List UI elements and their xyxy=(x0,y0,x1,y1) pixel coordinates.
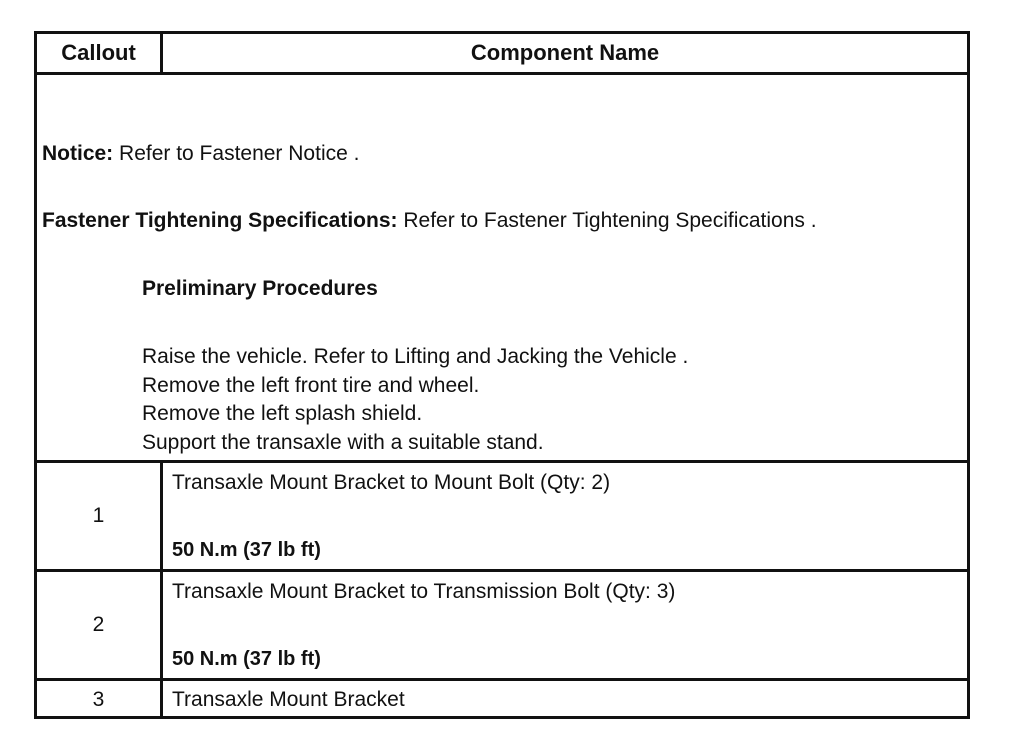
callout-cell: 3 xyxy=(37,681,163,719)
callout-cell: 2 xyxy=(37,572,163,678)
table-row xyxy=(37,681,967,719)
notice-line xyxy=(42,142,359,166)
torque-spec: 50 N.m (37 lb ft) xyxy=(172,539,321,561)
component-name-cell: Transaxle Mount Bracket to Transmission Bolt (Qty: 3) xyxy=(172,580,676,603)
intro-section xyxy=(37,75,967,463)
notice-text: Refer to Fastener Notice . xyxy=(113,142,360,165)
table-row xyxy=(37,572,967,681)
preliminary-heading: Preliminary Procedures xyxy=(142,277,378,300)
fastener-spec-label: Fastener Tightening Specifications: xyxy=(42,209,398,232)
torque-spec: 50 N.m (37 lb ft) xyxy=(172,648,321,670)
fastener-spec-line xyxy=(42,209,817,233)
procedure-step: Remove the left front tire and wheel. xyxy=(142,374,480,397)
fastener-spec-text: Refer to Fastener Tightening Specifications . xyxy=(397,209,817,232)
component-name-cell: Transaxle Mount Bracket to Mount Bolt (Qty: 2) xyxy=(172,471,611,494)
callout-header: Callout xyxy=(37,34,163,72)
table-header xyxy=(37,34,967,75)
procedure-step: Remove the left splash shield. xyxy=(142,402,423,425)
callout-cell: 1 xyxy=(37,463,163,569)
procedure-step: Raise the vehicle. Refer to Lifting and Jacking the Vehicle . xyxy=(142,345,689,368)
procedure-step: Support the transaxle with a suitable stand. xyxy=(142,431,544,454)
component-table xyxy=(34,31,970,719)
component-name-cell: Transaxle Mount Bracket xyxy=(172,688,405,711)
notice-label: Notice: xyxy=(42,142,114,165)
table-row xyxy=(37,463,967,572)
component-name-header: Component Name xyxy=(470,40,660,65)
